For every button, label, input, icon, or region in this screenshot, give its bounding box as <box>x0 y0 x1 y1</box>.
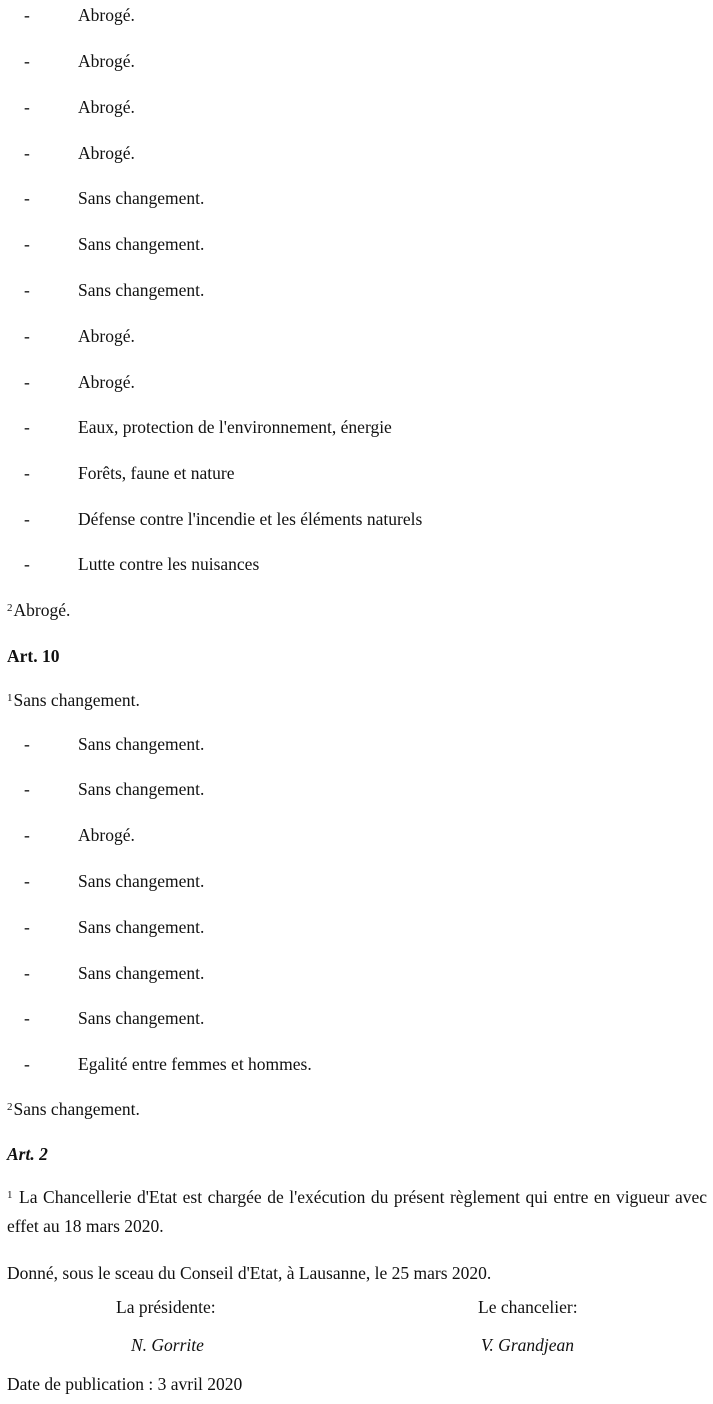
list-item-text: Sans changement. <box>78 917 205 937</box>
signature-left-name: N. Gorrite <box>131 1335 204 1355</box>
list-item-text: Sans changement. <box>78 188 205 208</box>
list-bullet: - <box>24 463 30 483</box>
article-10-heading: Art. 10 <box>7 646 60 666</box>
list-item-text: Lutte contre les nuisances <box>78 554 260 574</box>
article-10-paragraph-2 <box>7 1098 140 1120</box>
list-item-text: Sans changement. <box>78 963 205 983</box>
list-item-text: Sans changement. <box>78 234 205 254</box>
list-item-text: Abrogé. <box>78 97 135 117</box>
list-bullet: - <box>24 372 30 392</box>
list-bullet: - <box>24 825 30 845</box>
paragraph-text: Abrogé. <box>13 600 71 620</box>
list-item-text: Sans changement. <box>78 1008 205 1028</box>
publication-date: Date de publication : 3 avril 2020 <box>7 1374 243 1394</box>
paragraph-number: 2 <box>7 602 13 614</box>
list-item-text: Egalité entre femmes et hommes. <box>78 1054 312 1074</box>
signature-right-name: V. Grandjean <box>481 1335 575 1355</box>
list-item-text: Abrogé. <box>78 5 135 25</box>
list-item-text: Sans changement. <box>78 779 205 799</box>
list-bullet: - <box>24 1008 30 1028</box>
list-bullet: - <box>24 734 30 754</box>
given-at-line: Donné, sous le sceau du Conseil d'Etat, à Lausanne, le 25 mars 2020. <box>7 1263 492 1283</box>
list-bullet: - <box>24 51 30 71</box>
paragraph-number: 1 <box>7 1189 13 1201</box>
list-bullet: - <box>24 280 30 300</box>
list-item-text: Forêts, faune et nature <box>78 463 235 483</box>
paragraph-text: Sans changement. <box>13 690 140 710</box>
list-item-text: Abrogé. <box>78 326 135 346</box>
list-item-text: Eaux, protection de l'environnement, énergie <box>78 417 392 437</box>
list-item-text: Sans changement. <box>78 280 205 300</box>
paragraph-text: Sans changement. <box>13 1099 140 1119</box>
list-item-text: Sans changement. <box>78 734 205 754</box>
list-bullet: - <box>24 143 30 163</box>
list-bullet: - <box>24 779 30 799</box>
list-bullet: - <box>24 963 30 983</box>
list-bullet: - <box>24 917 30 937</box>
paragraph-2-abroge <box>7 599 70 621</box>
list-bullet: - <box>24 234 30 254</box>
list-item-text: Abrogé. <box>78 825 135 845</box>
signature-right-title: Le chancelier: <box>478 1297 578 1317</box>
list-item-text: Défense contre l'incendie et les éléments naturels <box>78 509 423 529</box>
list-item-text: Abrogé. <box>78 143 135 163</box>
signature-left-title: La présidente: <box>116 1297 216 1317</box>
list-bullet: - <box>24 97 30 117</box>
list-item-text: Sans changement. <box>78 871 205 891</box>
article-2-paragraph-1 <box>7 1183 707 1241</box>
list-bullet: - <box>24 509 30 529</box>
list-bullet: - <box>24 417 30 437</box>
paragraph-number: 1 <box>7 692 13 704</box>
list-bullet: - <box>24 326 30 346</box>
paragraph-text: La Chancellerie d'Etat est chargée de l'exécution du présent règlement qui entre en vigueur avec effet au 18 mars 2020. <box>7 1187 707 1236</box>
list-item-text: Abrogé. <box>78 51 135 71</box>
list-bullet: - <box>24 188 30 208</box>
paragraph-number: 2 <box>7 1101 13 1113</box>
list-bullet: - <box>24 1054 30 1074</box>
article-10-paragraph-1 <box>7 689 140 711</box>
list-bullet: - <box>24 871 30 891</box>
list-item-text: Abrogé. <box>78 372 135 392</box>
list-bullet: - <box>24 554 30 574</box>
list-bullet: - <box>24 5 30 25</box>
article-2-heading: Art. 2 <box>7 1144 48 1164</box>
